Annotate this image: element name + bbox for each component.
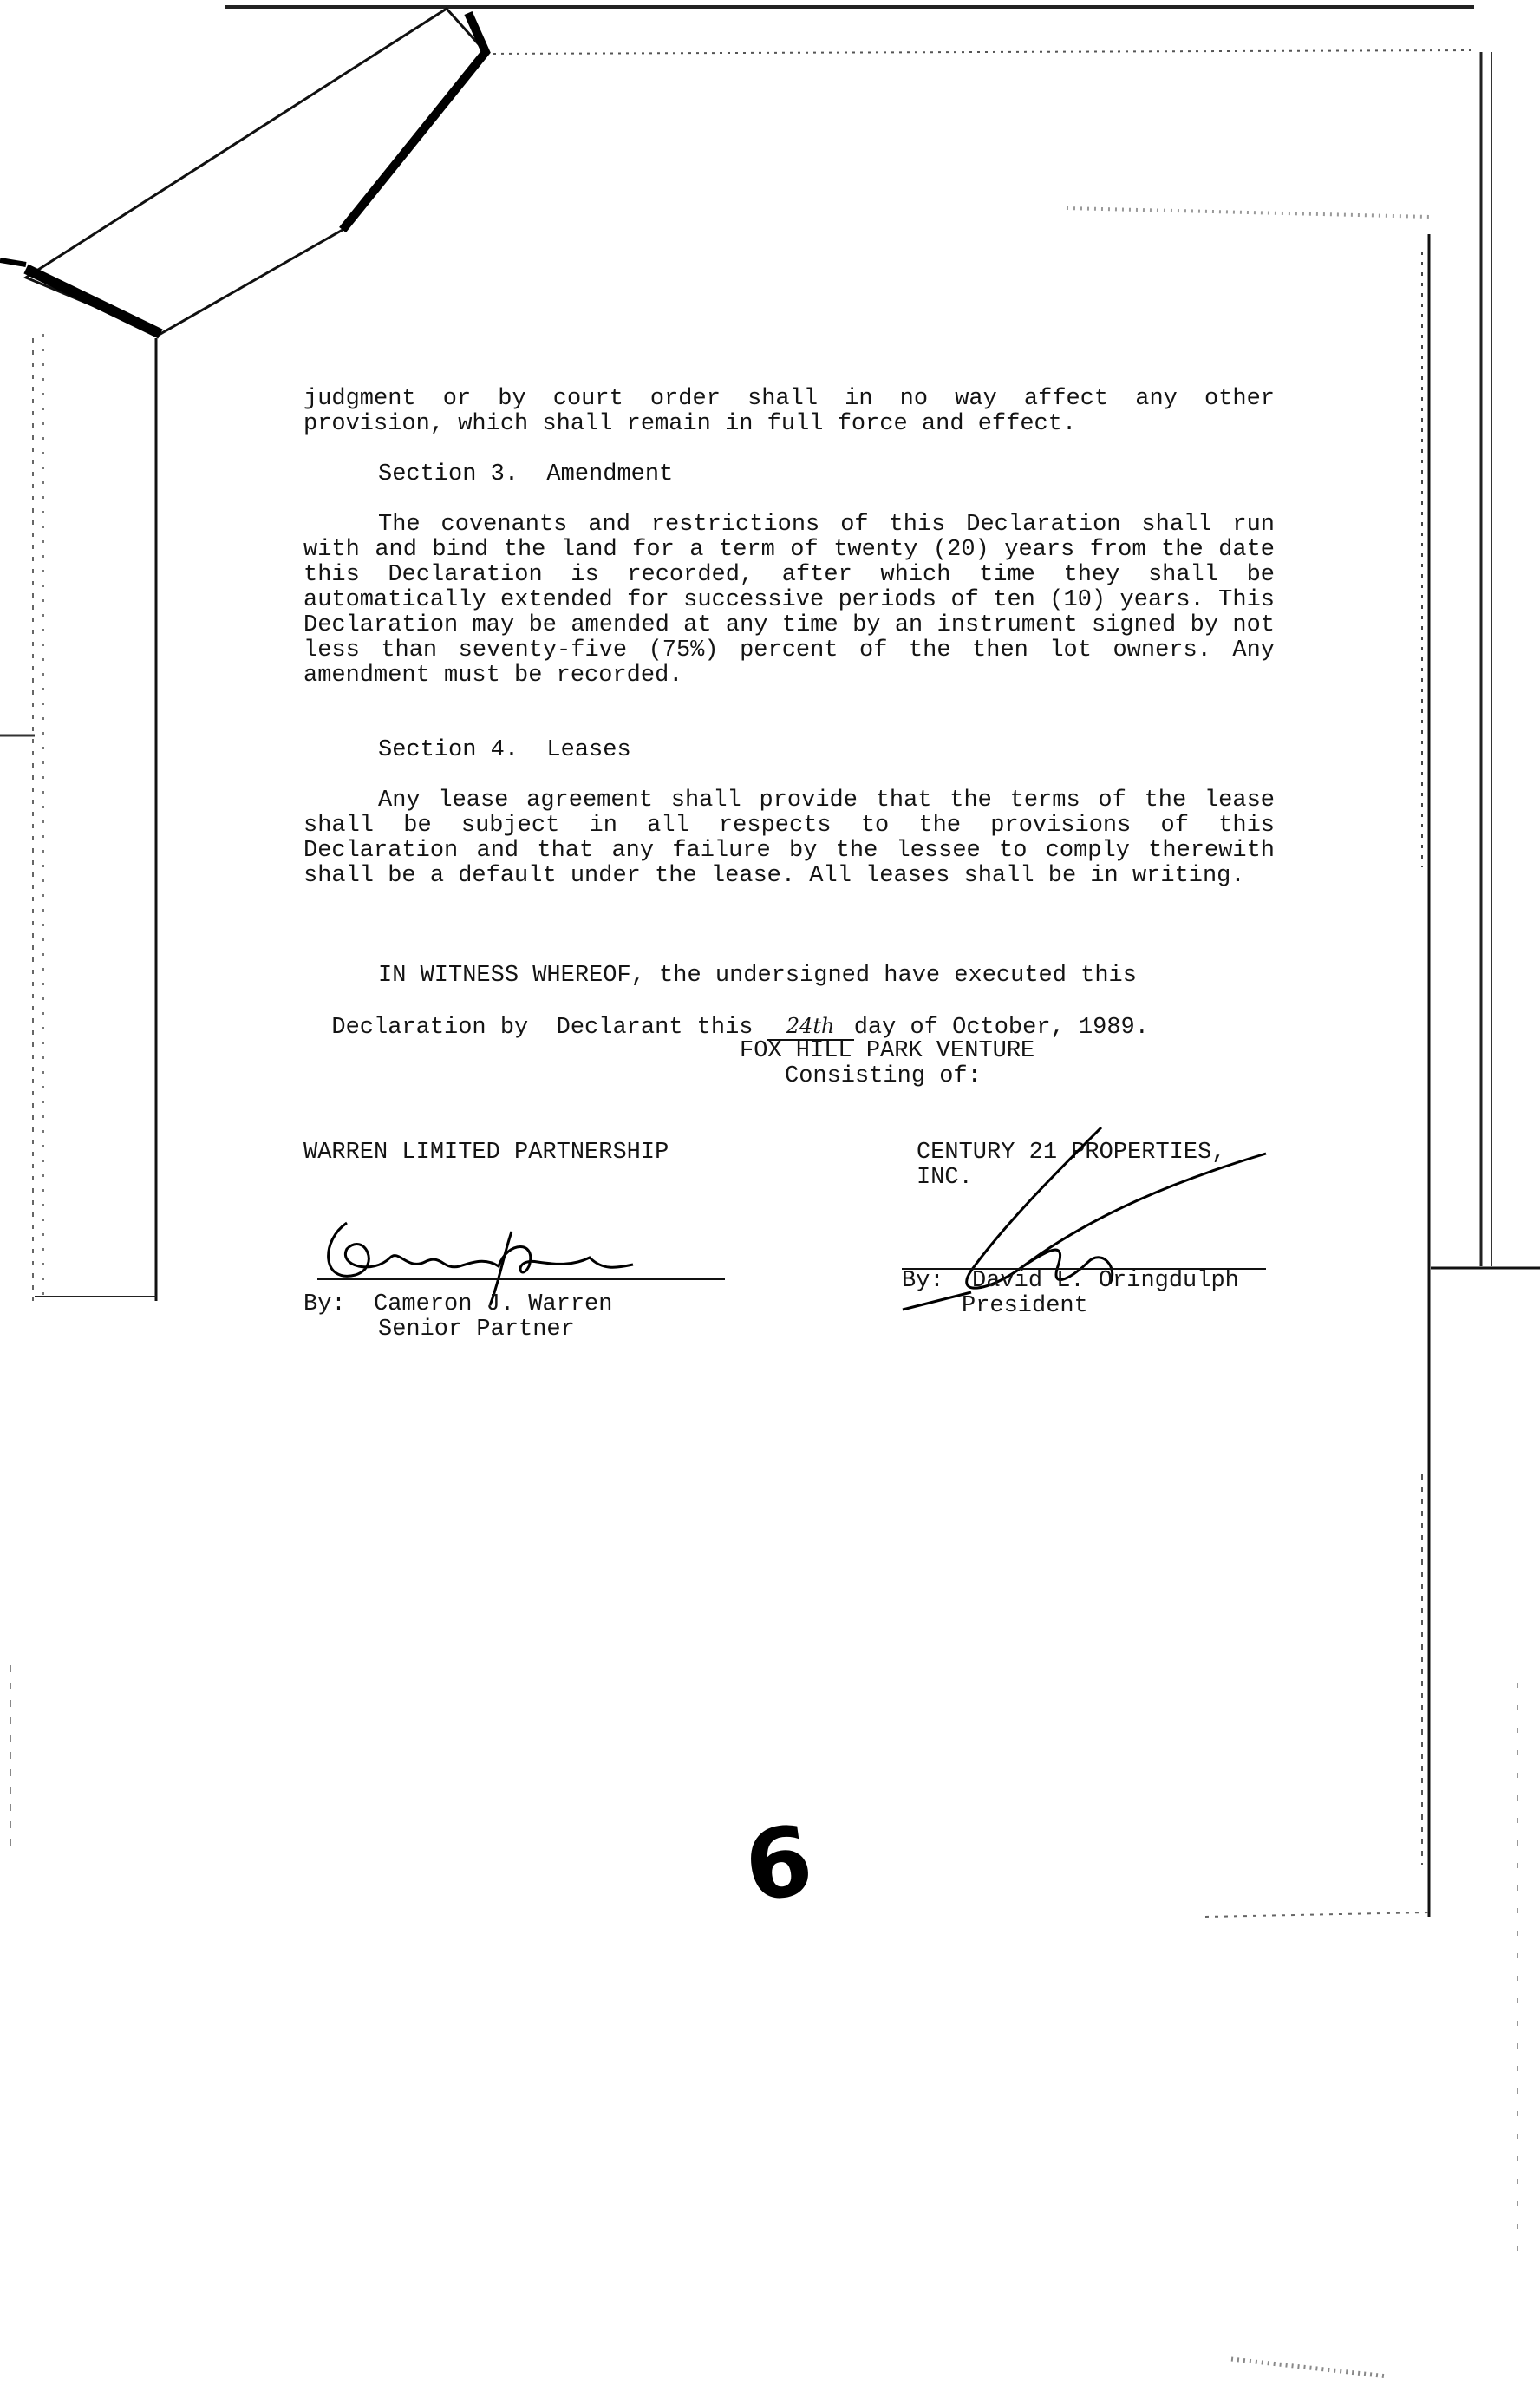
section-4-heading: Section 4. Leases xyxy=(378,737,631,763)
right-signatory: By: David L. Oringdulph xyxy=(902,1268,1239,1294)
section-4-body: Any lease agreement shall provide that the terms of the lease shall be subject in all respects to the provisions of this Declaration and that any failure by the lessee to comply therewith shall be a default under the lease. All leases shall be in writing. xyxy=(303,788,1275,889)
witness-text-post: day of October, 1989. xyxy=(853,1015,1149,1041)
left-signatory: By: Cameron J. Warren xyxy=(303,1291,613,1317)
left-party-name: WARREN LIMITED PARTNERSHIP xyxy=(303,1140,669,1166)
right-party-line-2: INC. xyxy=(917,1165,973,1191)
witness-day-blank xyxy=(767,1014,854,1041)
witness-line-2 xyxy=(303,989,1275,1041)
witness-day: 24th xyxy=(786,1014,835,1038)
section-3-body: The covenants and restrictions of this Declaration shall run with and bind the land for a term of twenty (20) years from the date this Declaration is recorded, after which time they shall be automatically extended for successive periods of ten (10) years. This Declaration may be amended at any time by an instrument signed by not less than seventy-five (75%) percent of the then lot owners. Any amendment must be recorded. xyxy=(303,512,1275,689)
venture-subtitle: Consisting of: xyxy=(785,1063,982,1089)
witness-line-1: IN WITNESS WHEREOF, the undersigned have executed this xyxy=(378,963,1137,989)
right-party-line-1: CENTURY 21 PROPERTIES, xyxy=(917,1140,1226,1166)
left-signatory-title: Senior Partner xyxy=(378,1317,575,1343)
venture-name: FOX HILL PARK VENTURE xyxy=(740,1038,1035,1064)
witness-text-pre: Declaration by Declarant this xyxy=(331,1015,767,1041)
left-signature-line xyxy=(317,1278,725,1280)
continuation-paragraph: judgment or by court order shall in no way affect any other provision, which shall remain in full force and effect. xyxy=(303,386,1275,437)
page-number: 6 xyxy=(738,1804,819,1924)
section-3-heading: Section 3. Amendment xyxy=(378,461,674,487)
right-signatory-title: President xyxy=(962,1293,1088,1319)
